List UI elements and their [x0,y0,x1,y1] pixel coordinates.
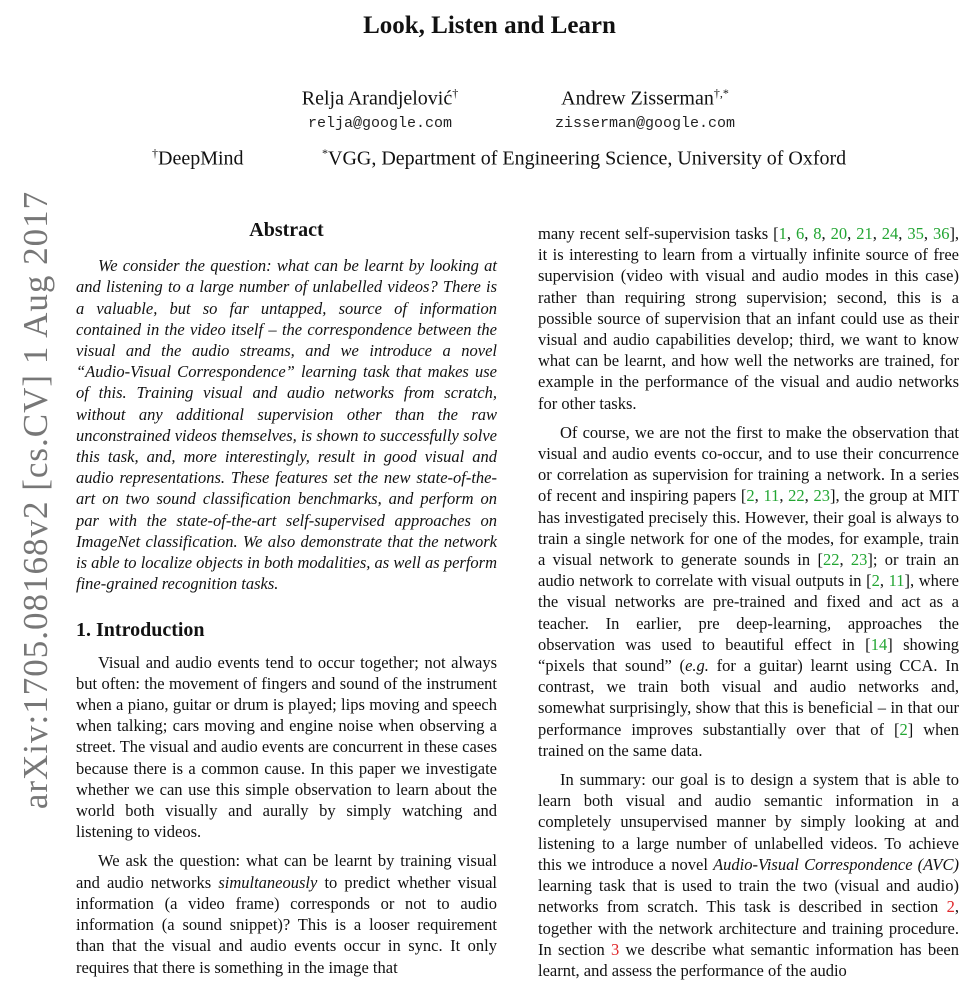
author-1 [270,86,490,132]
right-paragraph-2: Of course, we are not the first to make the observation that visual and audio events co-occur, and to use their concurrence or correlation as supervision for training a network. In a series of recent and inspiring papers [2, 11, 22, 23], the group at MIT has investigated precisely this. However, their goal is always to train a single network for one of the modes, for example, train a visual network to generate sounds in [22, 23]; or train an audio network to correlate with visual outputs in [2, 11], where the visual networks are pre-trained and fixed and act as a teacher. In earlier, pre deep-learning, approaches the observation was used to beautiful effect in [14] showing “pixels that sound” (e.g. for a guitar) learnt using CCA. In contrast, we train both visual and audio networks and, somewhat surprisingly, show that this is beneficial – in that our performance improves substantially over that of [2] when trained on the same data. [538,422,960,760]
section-ref-link[interactable]: 3 [611,939,620,959]
arxiv-id: arXiv:1705.08168v2 [cs.CV] 1 Aug 2017 [16,190,55,810]
abstract-heading: Abstract [249,219,324,241]
affiliation-2: *VGG, Department of Engineering Science, University of Oxford [322,146,847,170]
intro-paragraph-1: Visual and audio events tend to occur together; not always but often: the movement of fingers and sound of the instrument when a piano, guitar or drum is played; lips moving and speech when talking; cars moving and engine noise when observing a street. The visual and audio events are concurrent in these cases because there is a common cause. In this paper we investigate whether we can use this simple observation to learn about the world both visually and aurally by simply watching and listening to videos. [76,652,497,842]
citation-link[interactable]: 8 [813,224,822,243]
abstract-text: We consider the question: what can be learnt by looking at and listening to a large number of unlabelled videos? There is a valuable, but so far untapped, source of information contained in the video itself – the correspondence between the visual and the audio streams, and we introduce a novel “Audio-Visual Correspondence” learning task that makes use of this. Training visual and audio networks from scratch, without any additional supervision other than the raw unconstrained videos themselves, is shown to successfully solve this task, and, more interestingly, result in good visual and audio representations. These features set the new state-of-the-art on two sound classification benchmarks, and perform on par with the state-of-the-art self-supervised approaches on ImageNet classification. We also demonstrate that the network is able to localize objects in both modalities, as well as perform fine-grained recognition tasks. [76,256,497,594]
citation-link[interactable]: 2 [746,486,755,506]
citation-link[interactable]: 35 [907,224,924,243]
citation-link[interactable]: 21 [856,224,873,243]
citation-link[interactable]: 22 [788,486,805,506]
citation-link[interactable]: 6 [795,224,805,243]
citation-link[interactable]: 2 [899,719,908,739]
author-2 [530,86,760,132]
citation-link[interactable]: 24 [881,224,899,243]
citation-link[interactable]: 22 [822,550,840,570]
citation-link[interactable]: 23 [813,486,830,506]
author-email: relja@google.com [307,114,453,132]
author-name: Relja Arandjelović [301,87,453,110]
author-email: zisserman@google.com [554,114,736,132]
citation-link[interactable]: 36 [932,224,950,243]
section-ref-link[interactable]: 2 [946,897,955,917]
section-heading-introduction: 1. Introduction [76,619,205,642]
citation-link[interactable]: 1 [778,224,787,243]
citation-link[interactable]: 2 [871,571,880,591]
citation-link[interactable]: 20 [830,224,848,243]
affiliation-1: †DeepMind [152,146,244,170]
citation-link[interactable]: 11 [888,571,905,591]
author-mark: †,* [713,86,729,100]
right-paragraph-3: In summary: our goal is to design a system that is able to learn both visual and audio semantic information in a completely unsupervised manner by simply looking at and listening to a large number of unlabelled videos. To achieve this we introduce a novel Audio-Visual Correspondence (AVC) learning task that is used to train the two (visual and audio) networks from scratch. This task is described in section 2, together with the network architecture and training procedure. In section 3 we describe what semantic information has been learnt, and assess the performance of the audio [538,770,960,980]
right-paragraph-1: many recent self-supervision tasks [1, 6, 8, 20, 21, 24, 35, 36], it is interesting to learn from a virtually infinite source of free supervision (video with visual and audio modes in this case) rather than requiring strong supervision; second, this is a possible source of supervision that an infant could use as their visual and audio capabilities develop; third, we want to know what can be learnt, and how well the networks are trained, for example in the performance of the visual and audio networks for other tasks. [538,224,960,413]
paper-title: Look, Listen and Learn [363,12,616,39]
author-name: Andrew Zisserman [561,87,714,110]
author-mark: † [452,86,459,100]
right-column [538,223,959,981]
citation-link[interactable]: 23 [850,550,868,570]
left-column [76,220,497,978]
intro-paragraph-2: We ask the question: what can be learnt by training visual and audio networks simultaneously to predict whether visual information (a video frame) corresponds or not to audio information (a sound snippet)? This is a looser requirement than that the visual and audio events occur in sync. It only requires that there is something in the image that [76,851,497,977]
citation-link[interactable]: 11 [763,486,780,506]
citation-link[interactable]: 14 [870,634,888,654]
